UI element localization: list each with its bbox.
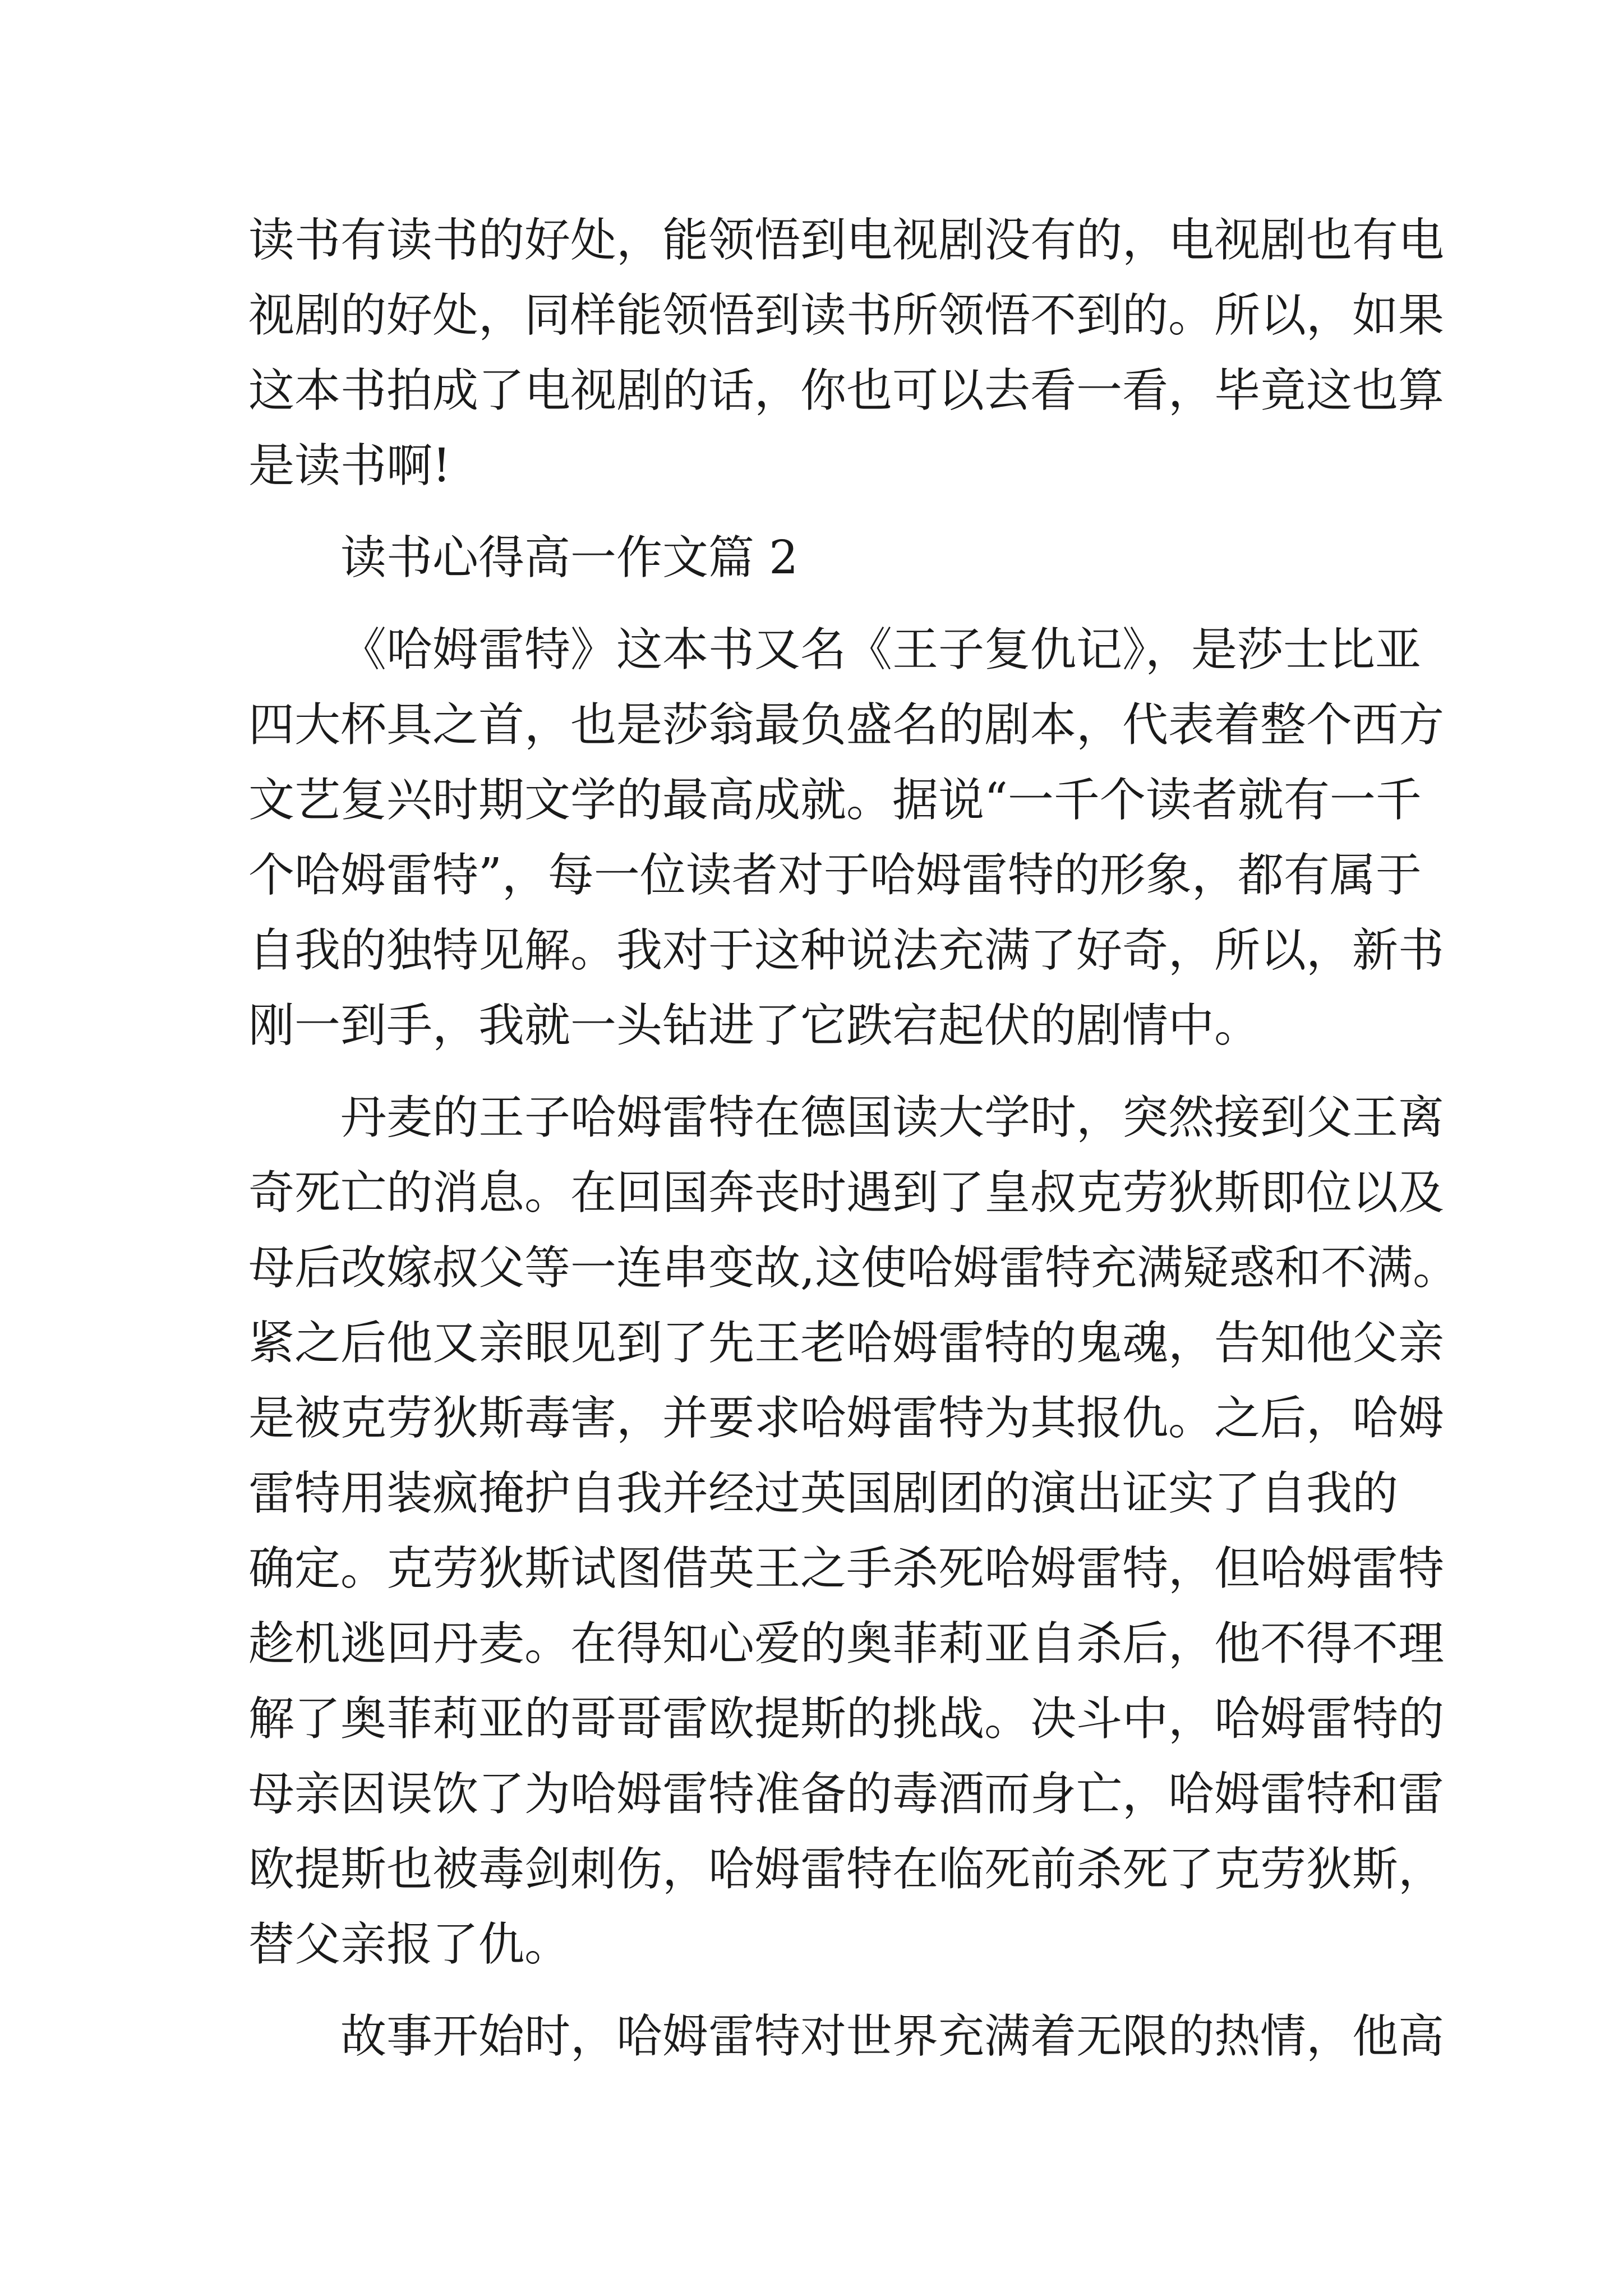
heading-line: 读书心得高一作文篇 2 xyxy=(340,531,799,585)
text-line: 是读书啊! xyxy=(248,439,451,493)
text-line: 四大杯具之首，也是莎翁最负盛名的剧本，代表着整个西方 xyxy=(248,698,1445,752)
paragraph xyxy=(248,613,1445,1064)
text-line: 替父亲报了仇。 xyxy=(248,1918,571,1971)
text-line: 《哈姆雷特》这本书又名《王子复仇记》，是莎士比亚 xyxy=(340,623,1422,677)
text-line: 紧之后他又亲眼见到了先王老哈姆雷特的鬼魂，告知他父亲 xyxy=(248,1317,1445,1370)
text-line: 自我的独特见解。我对于这种说法充满了好奇，所以，新书 xyxy=(248,924,1445,977)
text-line: 刚一到手，我就一头钻进了它跌宕起伏的剧情中。 xyxy=(248,999,1261,1052)
paragraph xyxy=(248,203,1445,504)
text-line: 文艺复兴时期文学的最高成就。据说“一千个读者就有一千 xyxy=(248,774,1422,827)
text-line: 这本书拍成了电视剧的话，你也可以去看一看，毕竟这也算 xyxy=(248,364,1445,417)
text-line: 奇死亡的消息。在回国奔丧时遇到了皇叔克劳狄斯即位以及 xyxy=(248,1166,1445,1220)
text-line: 丹麦的王子哈姆雷特在德国读大学时，突然接到父王离 xyxy=(340,1091,1445,1144)
text-line: 确定。克劳狄斯试图借英王之手杀死哈姆雷特，但哈姆雷特 xyxy=(248,1542,1445,1595)
text-line: 是被克劳狄斯毒害，并要求哈姆雷特为其报仇。之后，哈姆 xyxy=(248,1392,1445,1445)
text-line: 个哈姆雷特”，每一位读者对于哈姆雷特的形象，都有属于 xyxy=(248,849,1422,902)
paragraph xyxy=(248,1999,1445,2074)
text-line: 故事开始时，哈姆雷特对世界充满着无限的热情，他高 xyxy=(340,2010,1445,2063)
text-line: 欧提斯也被毒剑刺伤，哈姆雷特在临死前杀死了克劳狄斯， xyxy=(248,1843,1445,1896)
text-line: 视剧的好处，同样能领悟到读书所领悟不到的。所以，如果 xyxy=(248,289,1445,342)
text-line: 读书有读书的好处，能领悟到电视剧没有的，电视剧也有电 xyxy=(248,214,1445,267)
section-heading xyxy=(248,521,1381,596)
text-line: 雷特用装疯掩护自我并经过英国剧团的演出证实了自我的 xyxy=(248,1467,1399,1520)
text-line: 趁机逃回丹麦。在得知心爱的奥菲莉亚自杀后，他不得不理 xyxy=(248,1617,1445,1671)
text-line: 解了奥菲莉亚的哥哥雷欧提斯的挑战。决斗中，哈姆雷特的 xyxy=(248,1692,1445,1746)
body-text xyxy=(248,203,1459,2074)
text-line: 母后改嫁叔父等一连串变故,这使哈姆雷特充满疑惑和不满。 xyxy=(248,1241,1459,1295)
paragraph xyxy=(248,1080,1459,1982)
text-line: 母亲因误饮了为哈姆雷特准备的毒酒而身亡，哈姆雷特和雷 xyxy=(248,1768,1445,1821)
